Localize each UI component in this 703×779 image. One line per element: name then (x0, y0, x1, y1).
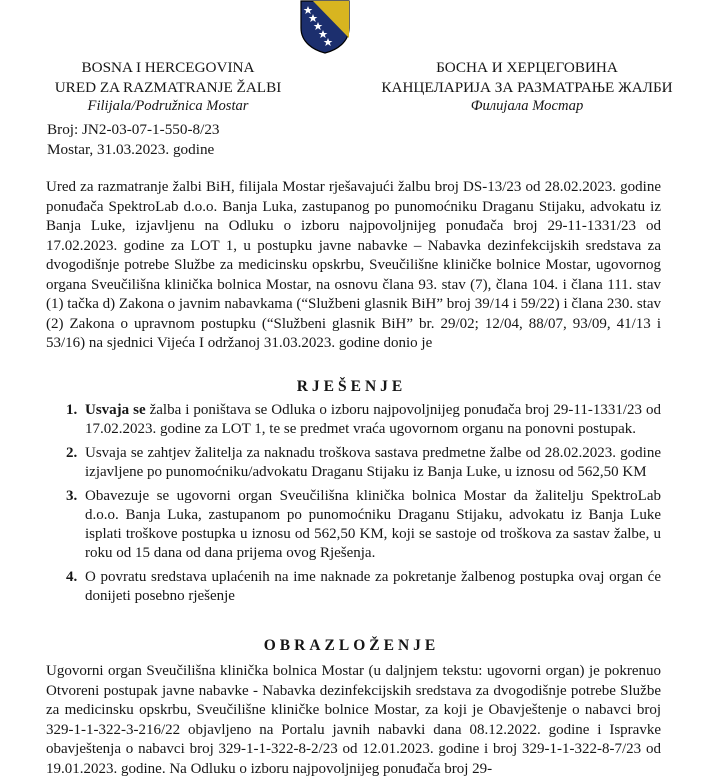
decision-item (81, 568, 661, 606)
decision-list (46, 401, 661, 611)
decision-item (81, 487, 661, 563)
reference-number: Broj: JN2-03-07-1-550-8/23 (47, 121, 220, 138)
header-country: BOSNA I HERCEGOVINA (81, 59, 255, 76)
decision-item (81, 401, 661, 439)
decision-title: RJEŠENJE (296, 378, 407, 395)
header-branch-cyrillic: Филијала Мостар (470, 98, 584, 114)
header-cyrillic (378, 58, 676, 117)
intro-paragraph: Ured za razmatranje žalbi BiH, filijala Mostar rješavajući žalbu broj DS-13/23 od 28.02.2023. godine ponuđača SpektroLab d.o.o. Banja Luka, zastupanog po punomoćniku Draganu Stijaku, advokatu iz Banja Luke, izjavljenu na Odluku o izboru najpovoljnijeg ponuđača broj 29-11-1331/23 od 17.02.2023. godine za LOT 1, u postupku javne nabavke – Nabavka dezinfekcijskih sredstava za dvogodišnje potrebe Službe za medicinsku opskrbu, Sveučilišne kliničke bolnice Mostar, ugovornog organa Sveučilišna klinička bolnica Mostar, na osnovu člana 93. stav (7), člana 104. i člana 111. stav (1) tačka d) Zakona o javnim nabavkama (“Službeni glasnik BiH” broj 39/14 i 59/22) i člana 230. stav (2) Zakona o upravnom postupku (“Službeni glasnik BiH” br. 29/02; 12/04, 88/07, 93/09, 41/13 i 53/16) na sjednici Vijeća I održanoj 31.03.2023. godine donio je (46, 179, 661, 351)
decision-item-bold: Usvaja se (85, 402, 146, 418)
decision-item-text: O povratu sredstava uplaćenih na ime naknade za pokretanje žalbenog postupka ovaj organ će donijeti posebno rješenje (85, 569, 661, 604)
decision-item-text: Obavezuje se ugovorni organ Sveučilišna klinička bolnica Mostar da žalitelju SpektroLab d.o.o. Banja Luka, zastupanom po punomoćniku Draganu Stijaku, advokatu iz Banja Luke isplati troškove postupka u iznosu od 562,50 KM, koji se sastoje od troškova za sastav žalbe, u roku od 15 dana od dana prijema ovog Rješenja. (85, 488, 661, 561)
header-office: URED ZA RAZMATRANJE ŽALBI (54, 78, 282, 96)
decision-item-text: žalba i poništava se Odluka o izboru najpovoljnijeg ponuđača broj 29-11-1331/23 od 17.02.2023. godine za LOT 1, te se predmet vraća ugovornom organu na ponovni postupak. (85, 402, 661, 437)
coat-of-arms-icon (299, 0, 351, 54)
reasoning-paragraph: Ugovorni organ Sveučilišna klinička bolnica Mostar (u daljnjem tekstu: ugovorni organ) je pokrenuo Otvoreni postupak javne nabavke - Nabavka dezinfekcijskih sredstava za dvogodišnje potrebe Službe za medicinsku opskrbu, Sveučilišne kliničke bolnice Mostar, za koji je Obavještenje o nabavci broj 329-1-1-322-3-216/22 objavljeno na Portalu javnih nabavki dana 08.12.2022. godine i Ispravke obavještenja o nabavci broj 329-1-1-322-8-2/23 od 12.01.2023. godine i broj 329-1-1-322-8-7/23 od 19.01.2023. godine. Na Odluku o izboru najpovoljnijeg ponuđača broj 29- (46, 663, 661, 777)
decision-item (81, 444, 661, 482)
header-country-cyrillic: БОСНА И ХЕРЦЕГОВИНА (436, 59, 618, 76)
header-latin (42, 58, 294, 117)
reference-place-date: Mostar, 31.03.2023. godine (47, 141, 215, 158)
header-branch: Filijala/Podružnica Mostar (87, 98, 249, 114)
header-office-cyrillic: КАНЦЕЛАРИЈА ЗА РАЗМАТРАЊЕ ЖАЛБИ (381, 78, 673, 96)
reasoning-title: OBRAZLOŽENJE (263, 637, 440, 654)
decision-item-text: Usvaja se zahtjev žalitelja za naknadu troškova sastava predmetne žalbe od 28.02.2023. godine izjavljene po punomoćniku/advokatu Draganu Stijaku iz Banja Luke, u iznosu od 562,50 KM (85, 445, 661, 480)
